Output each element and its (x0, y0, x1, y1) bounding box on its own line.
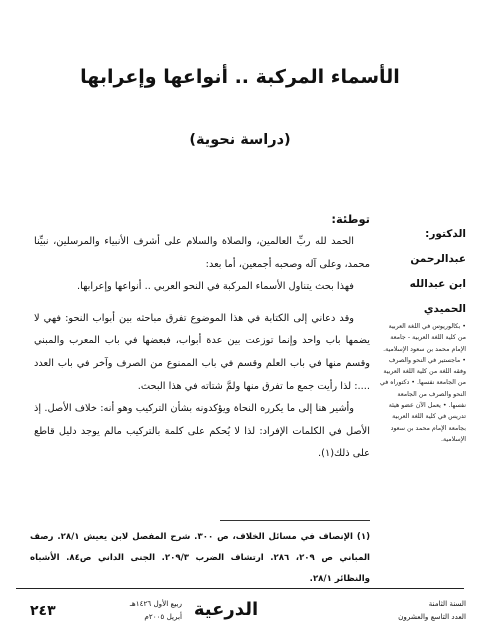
issue-year: السنة الثامنة (428, 599, 466, 608)
page-number: ٢٤٣ (30, 603, 56, 619)
paragraph-1: الحمد لله ربِّ العالمين، والصلاة والسلام على أشرف الأنبياء والمرسلين، نبيِّنا محمد، وعلى آله وصحبه أجمعين، أما بعد: (34, 236, 370, 270)
author-name-third: الحميدي (423, 303, 466, 315)
article-subtitle: (دراسة نحوية) (189, 132, 291, 148)
gregorian-date: أبريل ٢٠٠٥م (144, 612, 182, 621)
footer-divider (16, 588, 464, 589)
paragraph-2: فهذا بحث يتناول الأسماء المركبة في النحو العربي .. أنواعها وإعرابها. (77, 281, 354, 293)
hijri-date: ربيع الأول ١٤٢٦هـ (129, 599, 182, 608)
intro-heading: توطئة: (331, 212, 370, 226)
journal-logo (176, 594, 276, 624)
issue-date (108, 597, 182, 623)
footnote-divider (220, 520, 370, 521)
paragraph-4: وأشير هنا إلى ما يكرره النحاة ويؤكدونه بشأن التركيب وهو أنه: خلاف الأصل. إذ الأصل في الكلمات الإفراد: لذا لا يُحكم على كلمة بالتركيب مالم يوجد دليل قاطع على ذلك(١). (34, 403, 370, 460)
journal-logo-text: الدرعية (193, 599, 259, 620)
footnote: (١) الإنصاف في مسائل الخلاف، ص ٣٠٠. شرح المفصل لابن يعيش ٢٨/١. رصف المباني ص ٢٠٩، ٢٨٦. ارتشاف الضرب ٢٠٩/٣. الجنى الداني ص٨٤. الأشباه والنظائر ٢٨/١. (30, 532, 371, 584)
issue-info (366, 597, 466, 623)
issue-number: العدد التاسع والعشرون (398, 612, 466, 621)
article-body (34, 207, 370, 466)
author-label: الدكتور: (425, 228, 466, 240)
author-block (380, 222, 466, 322)
author-name-second: ابن عبدالله (409, 278, 466, 290)
author-bio: • بكالوريوس في اللغة العربية من كلية اللغة العربية - جامعة الإمام محمد بن سعود الإسلامية. • ماجستير في النحو والصرف وفقه اللغة من كلية اللغة العربية من الجامعة نفسها. • دكتوراه في النحو والصرف من الجامعة نفسها. • يعمل الآن عضو هيئة تدريس في كلية اللغة العربية بجامعة الإمام محمد بن سعود الإسلامية. (379, 323, 466, 443)
paragraph-3: وقد دعاني إلى الكتابة في هذا الموضوع تفرق مباحثه بين أبواب النحو: فهي لا يضمها باب واحد وإنما توزعت بين عدة أبواب، فبعضها في باب المعرب والمبني وقسم منها في باب العلم وقسم في باب الممنوع من الصرف وآخر في باب العدد ....: لذا رأيت جمع ما تفرق منها ولمَّ شتاته في هذا البحث. (34, 312, 370, 392)
author-name-first: عبدالرحمن (410, 253, 466, 265)
article-title: الأسماء المركبة .. أنواعها وإعرابها (80, 66, 400, 88)
